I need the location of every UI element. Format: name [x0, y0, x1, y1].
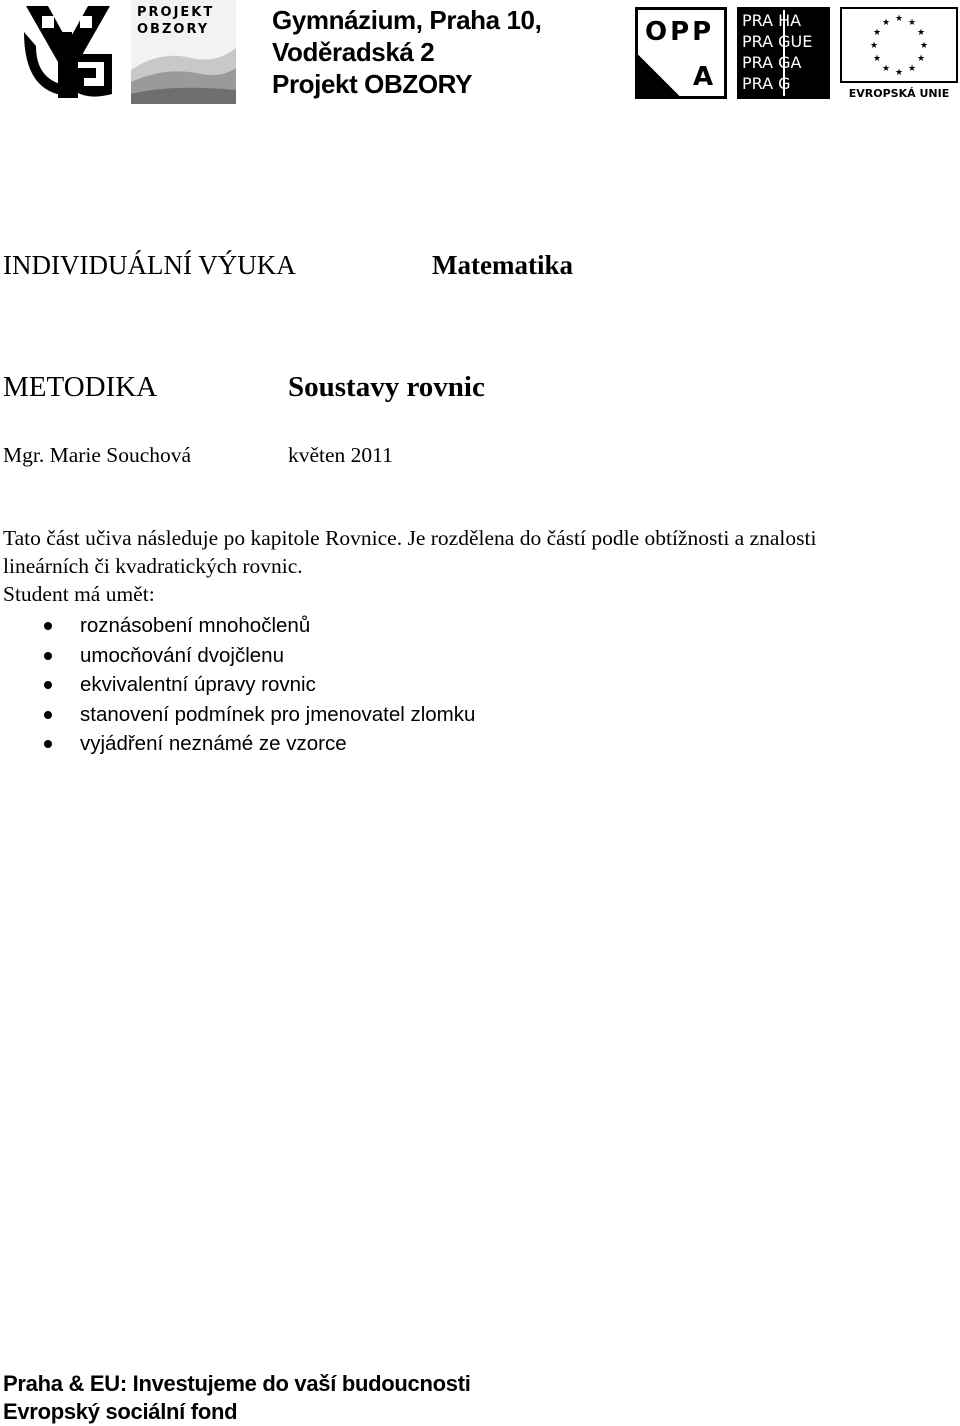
svg-text:PRA G: PRA G [742, 74, 791, 93]
oppa-logo [635, 7, 727, 99]
svg-text:OPP: OPP [645, 17, 715, 47]
svg-text:EVROPSKÁ UNIE: EVROPSKÁ UNIE [848, 87, 950, 99]
bullet-icon [44, 622, 52, 630]
gymnazium-logo [18, 2, 116, 100]
footer-fund: Evropský sociální fond [3, 1399, 238, 1424]
svg-text:OBZORY: OBZORY [137, 22, 210, 37]
svg-text:PRA HA: PRA HA [742, 11, 802, 30]
school-address: Voděradská 2 [272, 37, 435, 67]
svg-text:PROJEKT: PROJEKT [137, 5, 215, 20]
svg-text:★: ★ [907, 18, 917, 28]
page-footer [3, 1370, 471, 1426]
bullet-icon [44, 740, 52, 748]
svg-text:★: ★ [916, 54, 926, 64]
svg-text:A: A [693, 62, 714, 92]
course-type: INDIVIDUÁLNÍ VÝUKA [3, 250, 296, 280]
footer-slogan: Praha & EU: Investujeme do vaší budoucnosti [3, 1371, 471, 1396]
project-name: Projekt OBZORY [272, 69, 473, 99]
svg-text:★: ★ [872, 28, 882, 38]
eu-flag-logo [840, 7, 958, 99]
author-name: Mgr. Marie Souchová [3, 443, 192, 467]
praha-logo [737, 7, 830, 99]
school-header [272, 4, 541, 100]
topic-title: Soustavy rovnic [288, 371, 485, 403]
svg-text:PRA GUE: PRA GUE [742, 32, 813, 51]
method-label: METODIKA [3, 371, 158, 403]
svg-text:★: ★ [881, 64, 891, 74]
svg-text:★: ★ [916, 28, 926, 38]
publish-date: květen 2011 [288, 443, 393, 467]
svg-text:★: ★ [881, 18, 891, 28]
svg-text:★: ★ [907, 64, 917, 74]
intro-paragraph [3, 524, 943, 608]
intro-line: Tato část učiva následuje po kapitole Rovnice. Je rozdělena do částí podle obtížnosti a znalosti [3, 526, 817, 550]
bullet-icon [44, 681, 52, 689]
bullet-icon [44, 711, 52, 719]
svg-text:★: ★ [872, 54, 882, 64]
school-name: Gymnázium, Praha 10, [272, 5, 542, 35]
skills-heading: Student má umět: [3, 582, 155, 606]
projekt-obzory-logo [131, 0, 236, 104]
intro-line: lineárních či kvadratických rovnic. [3, 554, 303, 578]
svg-text:★: ★ [894, 14, 904, 24]
course-subject: Matematika [432, 250, 573, 280]
svg-text:★: ★ [869, 41, 879, 51]
bullet-icon [44, 652, 52, 660]
svg-text:★: ★ [894, 68, 904, 78]
svg-text:★: ★ [919, 41, 929, 51]
svg-text:PRA GA: PRA GA [742, 53, 802, 72]
